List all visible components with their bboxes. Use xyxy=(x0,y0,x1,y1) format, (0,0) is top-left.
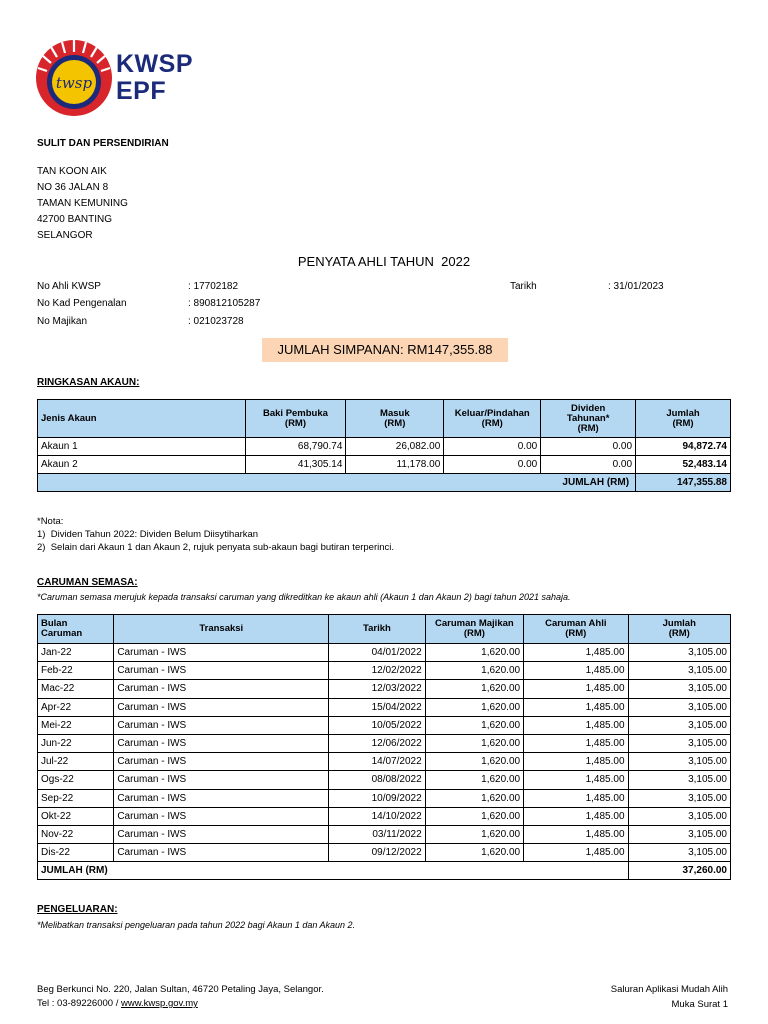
outgoing: 0.00 xyxy=(444,438,541,456)
member-contribution: 1,485.00 xyxy=(524,844,628,862)
opening-balance: 41,305.14 xyxy=(245,456,346,474)
table-row xyxy=(38,753,731,771)
month: Feb-22 xyxy=(38,662,114,680)
confidential-label: SULIT DAN PERSENDIRIAN xyxy=(37,138,169,149)
website-link[interactable]: www.kwsp.gov.my xyxy=(120,998,198,1009)
date: 10/05/2022 xyxy=(329,716,425,734)
column-header: Tarikh xyxy=(329,615,425,644)
row-total: 3,105.00 xyxy=(628,844,730,862)
row-total: 3,105.00 xyxy=(628,644,730,662)
member-contribution: 1,485.00 xyxy=(524,825,628,843)
footer-address: Beg Berkunci No. 220, Jalan Sultan, 46720 Petaling Jaya, Selangor. xyxy=(37,984,324,995)
transaction: Caruman - IWS xyxy=(114,807,329,825)
date-value: : 31/01/2023 xyxy=(608,281,664,292)
contributions-table xyxy=(37,614,731,880)
date: 15/04/2022 xyxy=(329,698,425,716)
column-header: Caruman Ahli (RM) xyxy=(524,615,628,644)
employer-contribution: 1,620.00 xyxy=(425,680,523,698)
row-total: 3,105.00 xyxy=(628,680,730,698)
date: 09/12/2022 xyxy=(329,844,425,862)
total-label: JUMLAH (RM) xyxy=(38,474,636,492)
member-contribution: 1,485.00 xyxy=(524,734,628,752)
month: Mei-22 xyxy=(38,716,114,734)
month: Dis-22 xyxy=(38,844,114,862)
table-total-row xyxy=(38,474,731,492)
employer-contribution: 1,620.00 xyxy=(425,789,523,807)
incoming: 11,178.00 xyxy=(346,456,444,474)
transaction: Caruman - IWS xyxy=(114,716,329,734)
account-name: Akaun 2 xyxy=(38,456,246,474)
month: Okt-22 xyxy=(38,807,114,825)
month: Mac-22 xyxy=(38,680,114,698)
address-line: TAMAN KEMUNING xyxy=(37,198,128,209)
member-contribution: 1,485.00 xyxy=(524,771,628,789)
member-contribution: 1,485.00 xyxy=(524,753,628,771)
note-item: 2) Selain dari Akaun 1 dan Akaun 2, rujuk penyata sub-akaun bagi butiran terperinci. xyxy=(37,542,395,553)
column-header: Jumlah (RM) xyxy=(636,400,731,438)
row-total: 3,105.00 xyxy=(628,698,730,716)
footer-tel: Tel : 03-89226000 / xyxy=(37,998,121,1009)
month: Jul-22 xyxy=(38,753,114,771)
employer-contribution: 1,620.00 xyxy=(425,734,523,752)
account-total: 52,483.14 xyxy=(636,456,731,474)
transaction: Caruman - IWS xyxy=(114,844,329,862)
member-contribution: 1,485.00 xyxy=(524,789,628,807)
incoming: 26,082.00 xyxy=(346,438,444,456)
table-row xyxy=(38,698,731,716)
member-contribution: 1,485.00 xyxy=(524,680,628,698)
address-line: NO 36 JALAN 8 xyxy=(37,182,109,193)
date: 10/09/2022 xyxy=(329,789,425,807)
table-header-row xyxy=(38,400,731,438)
account-name: Akaun 1 xyxy=(38,438,246,456)
date: 14/07/2022 xyxy=(329,753,425,771)
row-total: 3,105.00 xyxy=(628,771,730,789)
address-line: 42700 BANTING xyxy=(37,214,113,225)
member-contribution: 1,485.00 xyxy=(524,716,628,734)
kwsp-emblem-icon xyxy=(34,38,114,118)
row-total: 3,105.00 xyxy=(628,789,730,807)
contributions-note: *Caruman semasa merujuk kepada transaksi caruman yang dikreditkan ke akaun ahli (Akaun 1 dan Akaun 2) bagi tahun 2021 sahaja. xyxy=(37,592,571,602)
page-number: Muka Surat 1 xyxy=(671,999,728,1010)
employer-contribution: 1,620.00 xyxy=(425,753,523,771)
table-row xyxy=(38,644,731,662)
employer-contribution: 1,620.00 xyxy=(425,644,523,662)
column-header: Dividen Tahunan* (RM) xyxy=(541,400,636,438)
date: 14/10/2022 xyxy=(329,807,425,825)
date: 12/03/2022 xyxy=(329,680,425,698)
total-label: JUMLAH (RM) xyxy=(38,862,629,880)
column-header: Baki Pembuka (RM) xyxy=(245,400,346,438)
member-contribution: 1,485.00 xyxy=(524,662,628,680)
table-row xyxy=(38,734,731,752)
transaction: Caruman - IWS xyxy=(114,753,329,771)
month: Nov-22 xyxy=(38,825,114,843)
table-total-row xyxy=(38,862,731,880)
member-contribution: 1,485.00 xyxy=(524,698,628,716)
employer-contribution: 1,620.00 xyxy=(425,771,523,789)
date: 12/06/2022 xyxy=(329,734,425,752)
footer-contact xyxy=(37,998,198,1009)
employer-contribution: 1,620.00 xyxy=(425,716,523,734)
table-header-row xyxy=(38,615,731,644)
notes-block xyxy=(37,515,394,554)
transaction: Caruman - IWS xyxy=(114,734,329,752)
column-header: Masuk (RM) xyxy=(346,400,444,438)
column-header: Transaksi xyxy=(114,615,329,644)
row-total: 3,105.00 xyxy=(628,734,730,752)
month: Ogs-22 xyxy=(38,771,114,789)
member-no-label: No Ahli KWSP xyxy=(37,281,101,292)
employer-contribution: 1,620.00 xyxy=(425,698,523,716)
table-row xyxy=(38,662,731,680)
transaction: Caruman - IWS xyxy=(114,644,329,662)
grand-total: 147,355.88 xyxy=(636,474,731,492)
note-item: 1) Dividen Tahun 2022: Dividen Belum Diisytiharkan xyxy=(37,529,259,540)
date-label: Tarikh xyxy=(510,281,537,292)
member-contribution: 1,485.00 xyxy=(524,644,628,662)
date: 03/11/2022 xyxy=(329,825,425,843)
table-row xyxy=(38,438,731,456)
employer-contribution: 1,620.00 xyxy=(425,662,523,680)
transaction: Caruman - IWS xyxy=(114,698,329,716)
row-total: 3,105.00 xyxy=(628,807,730,825)
transaction: Caruman - IWS xyxy=(114,771,329,789)
withdrawals-note: *Melibatkan transaksi pengeluaran pada tahun 2022 bagi Akaun 1 dan Akaun 2. xyxy=(37,920,356,930)
total-savings-box: JUMLAH SIMPANAN: RM147,355.88 xyxy=(262,338,508,362)
contributions-title: CARUMAN SEMASA: xyxy=(37,577,138,588)
svg-text:twsp: twsp xyxy=(55,74,93,92)
account-summary-table xyxy=(37,399,731,492)
transaction: Caruman - IWS xyxy=(114,825,329,843)
table-row xyxy=(38,680,731,698)
member-contribution: 1,485.00 xyxy=(524,807,628,825)
notes-heading: *Nota: xyxy=(37,516,64,527)
table-row xyxy=(38,456,731,474)
column-header: Jumlah (RM) xyxy=(628,615,730,644)
contributions-total: 37,260.00 xyxy=(628,862,730,880)
table-row xyxy=(38,844,731,862)
column-header: Keluar/Pindahan (RM) xyxy=(444,400,541,438)
statement-title: PENYATA AHLI TAHUN 2022 xyxy=(297,254,471,269)
column-header: Bulan Caruman xyxy=(38,615,114,644)
row-total: 3,105.00 xyxy=(628,716,730,734)
employer-no-label: No Majikan xyxy=(37,316,88,327)
dividend: 0.00 xyxy=(541,438,636,456)
row-total: 3,105.00 xyxy=(628,825,730,843)
ic-no-label: No Kad Pengenalan xyxy=(37,298,127,309)
member-no-value: : 17702182 xyxy=(188,281,239,292)
dividend: 0.00 xyxy=(541,456,636,474)
outgoing: 0.00 xyxy=(444,456,541,474)
address-line: SELANGOR xyxy=(37,230,93,241)
table-row xyxy=(38,825,731,843)
address-line: TAN KOON AIK xyxy=(37,166,107,177)
table-row xyxy=(38,807,731,825)
logo-kwsp-text: KWSP xyxy=(116,50,193,78)
kwsp-logo xyxy=(30,34,206,120)
date: 04/01/2022 xyxy=(329,644,425,662)
date: 08/08/2022 xyxy=(329,771,425,789)
transaction: Caruman - IWS xyxy=(114,789,329,807)
member-address xyxy=(37,164,128,244)
employer-contribution: 1,620.00 xyxy=(425,825,523,843)
table-row xyxy=(38,771,731,789)
account-total: 94,872.74 xyxy=(636,438,731,456)
row-total: 3,105.00 xyxy=(628,753,730,771)
month: Sep-22 xyxy=(38,789,114,807)
opening-balance: 68,790.74 xyxy=(245,438,346,456)
employer-contribution: 1,620.00 xyxy=(425,844,523,862)
withdrawals-title: PENGELUARAN: xyxy=(37,904,118,915)
month: Jan-22 xyxy=(38,644,114,662)
column-header: Caruman Majikan (RM) xyxy=(425,615,523,644)
date: 12/02/2022 xyxy=(329,662,425,680)
ic-no-value: : 890812105287 xyxy=(188,298,261,309)
month: Apr-22 xyxy=(38,698,114,716)
table-row xyxy=(38,789,731,807)
employer-no-value: : 021023728 xyxy=(188,316,244,327)
row-total: 3,105.00 xyxy=(628,662,730,680)
transaction: Caruman - IWS xyxy=(114,662,329,680)
summary-title: RINGKASAN AKAUN: xyxy=(37,377,140,388)
month: Jun-22 xyxy=(38,734,114,752)
contributions-body xyxy=(38,644,731,862)
transaction: Caruman - IWS xyxy=(114,680,329,698)
column-header: Jenis Akaun xyxy=(38,400,246,438)
app-channel: Saluran Aplikasi Mudah Alih xyxy=(610,984,728,995)
table-row xyxy=(38,716,731,734)
logo-epf-text: EPF xyxy=(116,77,167,105)
employer-contribution: 1,620.00 xyxy=(425,807,523,825)
